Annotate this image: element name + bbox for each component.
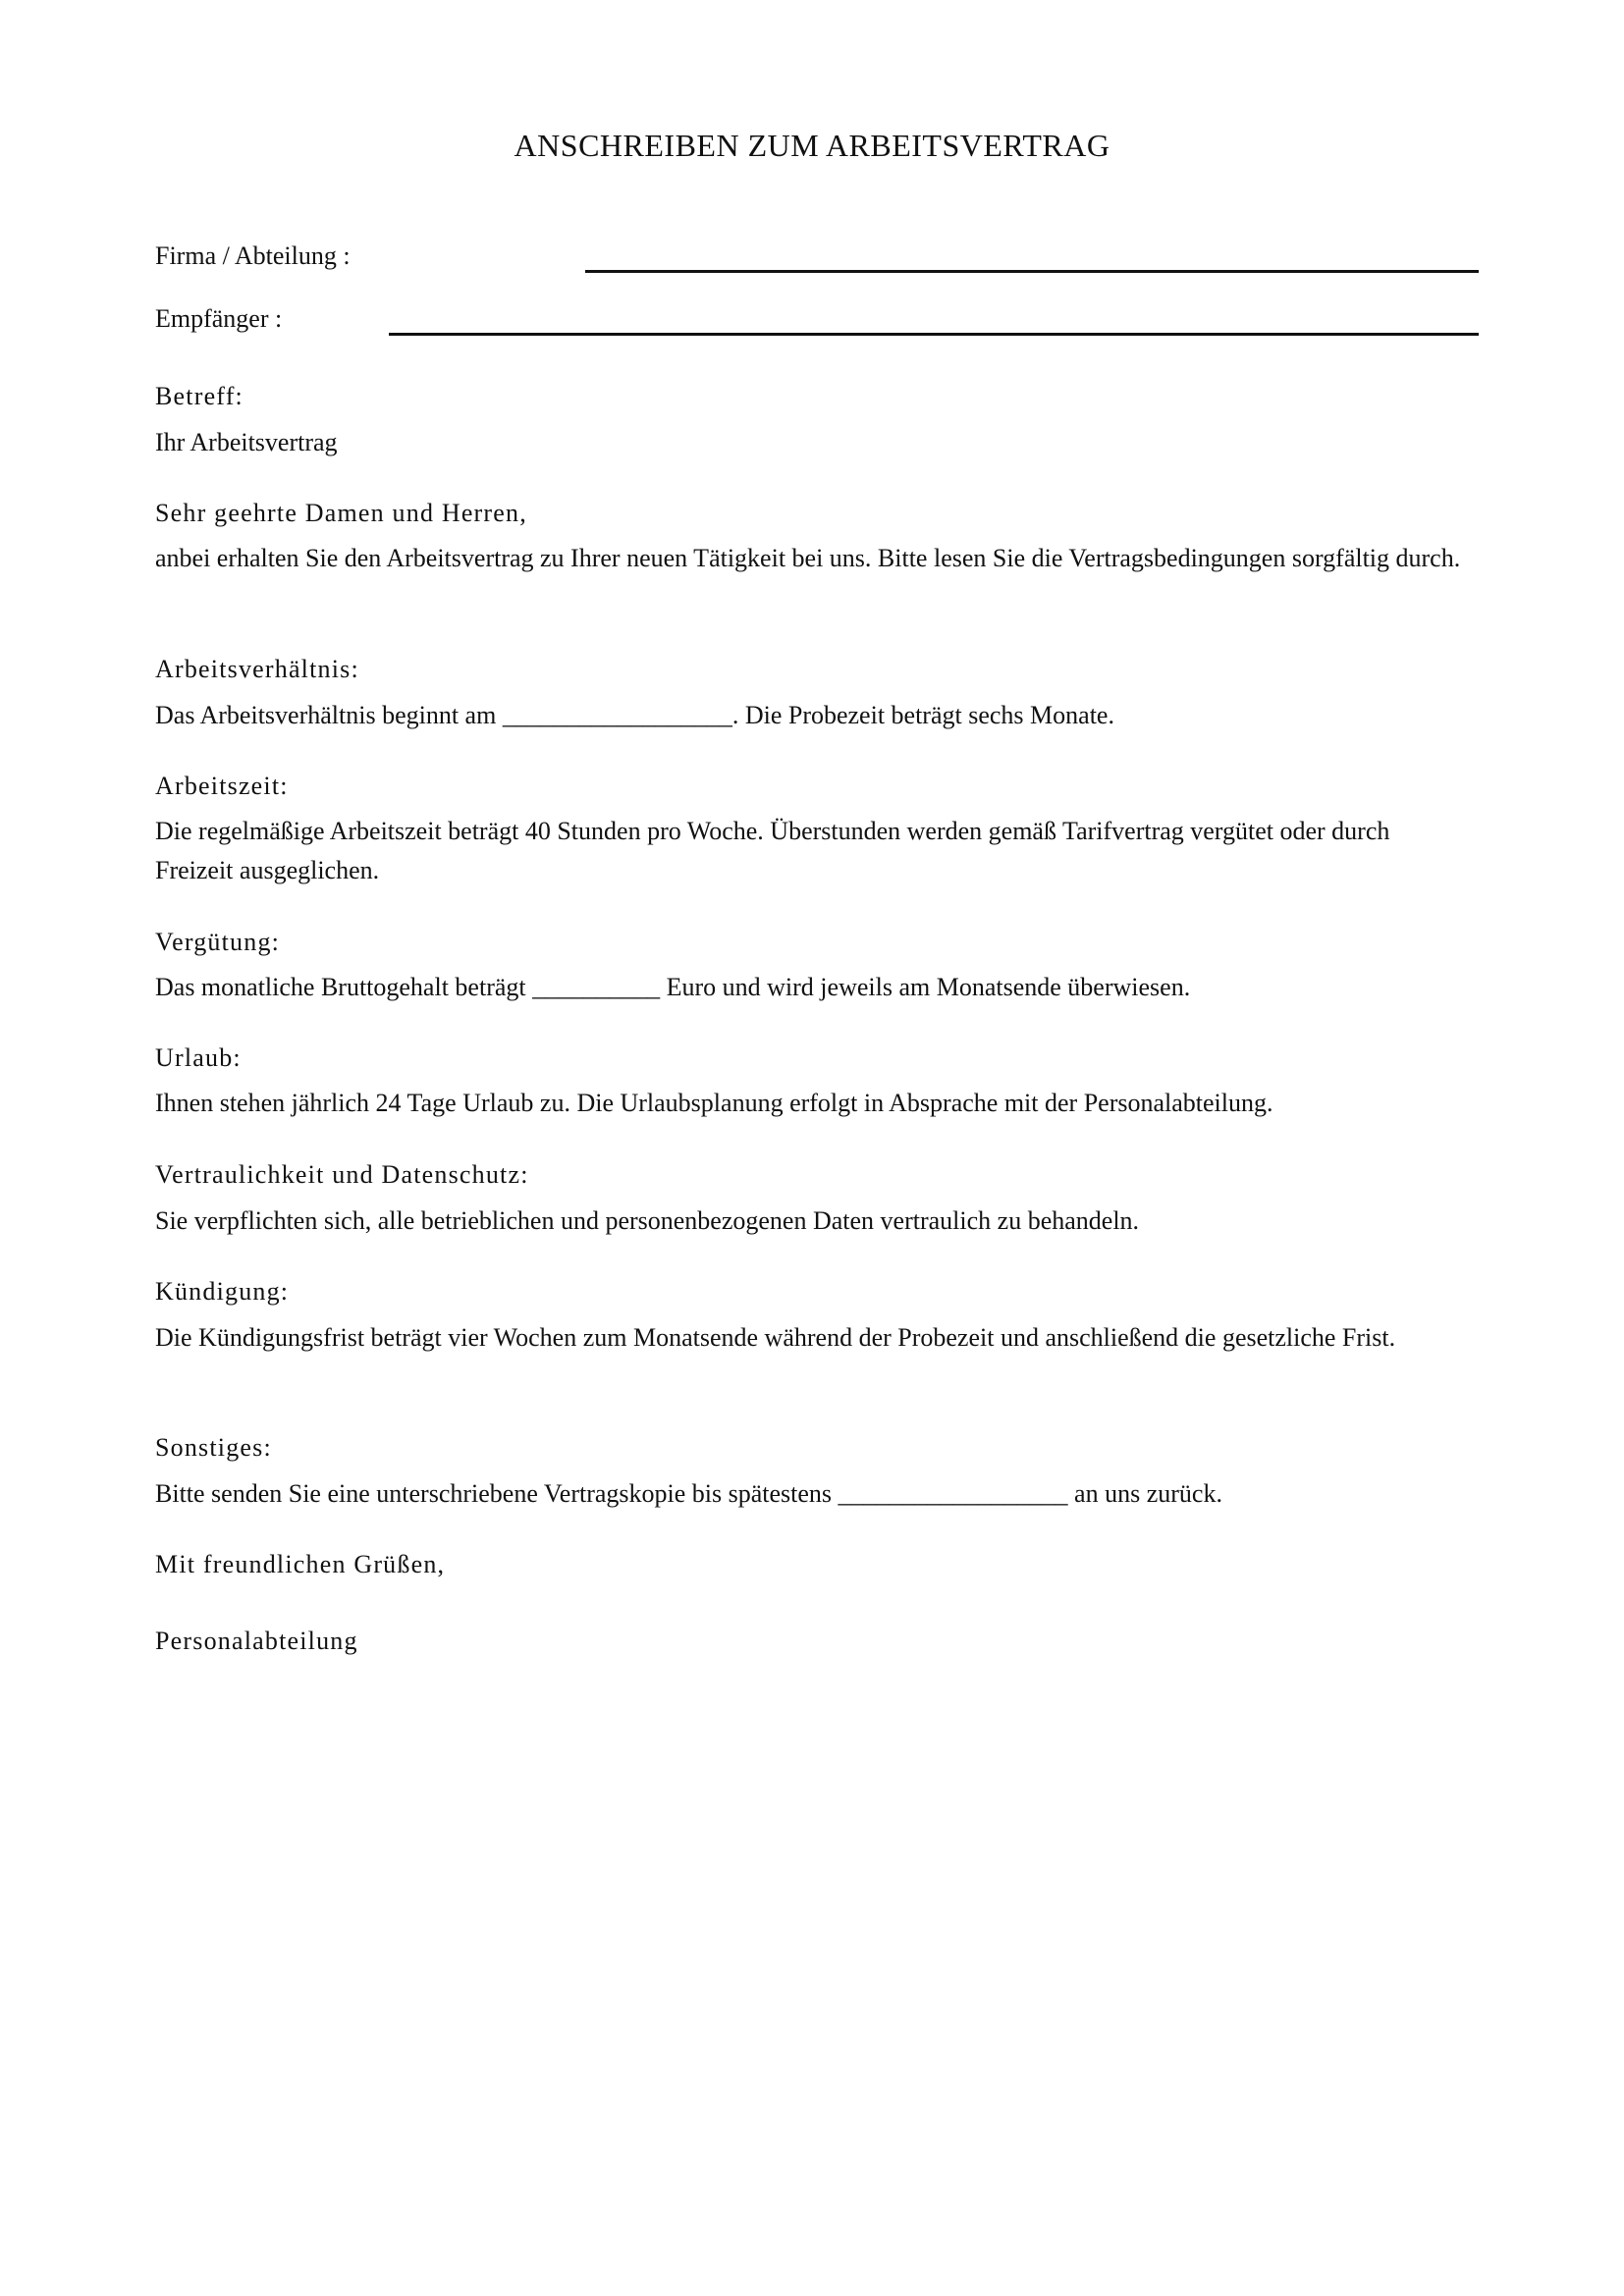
section-heading-confidentiality: Vertraulichkeit und Datenschutz: [155, 1160, 529, 1189]
company-label: Firma / Abteilung : [155, 241, 351, 270]
section-text-employment: Das Arbeitsverhältnis beginnt am __________________. Die Probezeit beträgt sechs Monate. [155, 701, 1114, 729]
salutation: Sehr geehrte Damen und Herren, [155, 499, 527, 527]
recipient-input-line[interactable] [389, 333, 1479, 336]
section-text-salary: Das monatliche Bruttogehalt beträgt __________ Euro und wird jeweils am Monatsende überwiesen. [155, 973, 1191, 1001]
section-text-other: Bitte senden Sie eine unterschriebene Vertragskopie bis spätestens __________________ an uns zurück. [155, 1479, 1222, 1508]
intro-paragraph: anbei erhalten Sie den Arbeitsvertrag zu Ihrer neuen Tätigkeit bei uns. Bitte lesen Sie die Vertragsbedingungen sorgfältig durch. [155, 544, 1461, 572]
signature-department: Personalabteilung [155, 1627, 358, 1655]
section-heading-salary: Vergütung: [155, 928, 281, 956]
section-text-confidentiality: Sie verpflichten sich, alle betrieblichen und personenbezogenen Daten vertraulich zu behandeln. [155, 1206, 1140, 1235]
subject-label: Betreff: [155, 382, 244, 410]
subject-text: Ihr Arbeitsvertrag [155, 428, 338, 456]
recipient-label: Empfänger : [155, 304, 283, 333]
section-text-termination: Die Kündigungsfrist beträgt vier Wochen zum Monatsende während der Probezeit und anschließend die gesetzliche Frist. [155, 1323, 1396, 1352]
company-input-line[interactable] [585, 270, 1479, 273]
section-heading-termination: Kündigung: [155, 1277, 290, 1306]
section-heading-working-time: Arbeitszeit: [155, 772, 289, 800]
closing-phrase: Mit freundlichen Grüßen, [155, 1550, 446, 1578]
section-text-working-time: Die regelmäßige Arbeitszeit beträgt 40 Stunden pro Woche. Überstunden werden gemäß Tarifvertrag vergütet oder durch Freizeit ausgeglichen. [155, 817, 1390, 884]
section-heading-vacation: Urlaub: [155, 1043, 242, 1072]
document-title: ANSCHREIBEN ZUM ARBEITSVERTRAG [514, 128, 1110, 163]
section-heading-employment: Arbeitsverhältnis: [155, 655, 359, 683]
section-text-vacation: Ihnen stehen jährlich 24 Tage Urlaub zu. Die Urlaubsplanung erfolgt in Absprache mit der Personalabteilung. [155, 1089, 1273, 1117]
section-heading-other: Sonstiges: [155, 1433, 272, 1462]
